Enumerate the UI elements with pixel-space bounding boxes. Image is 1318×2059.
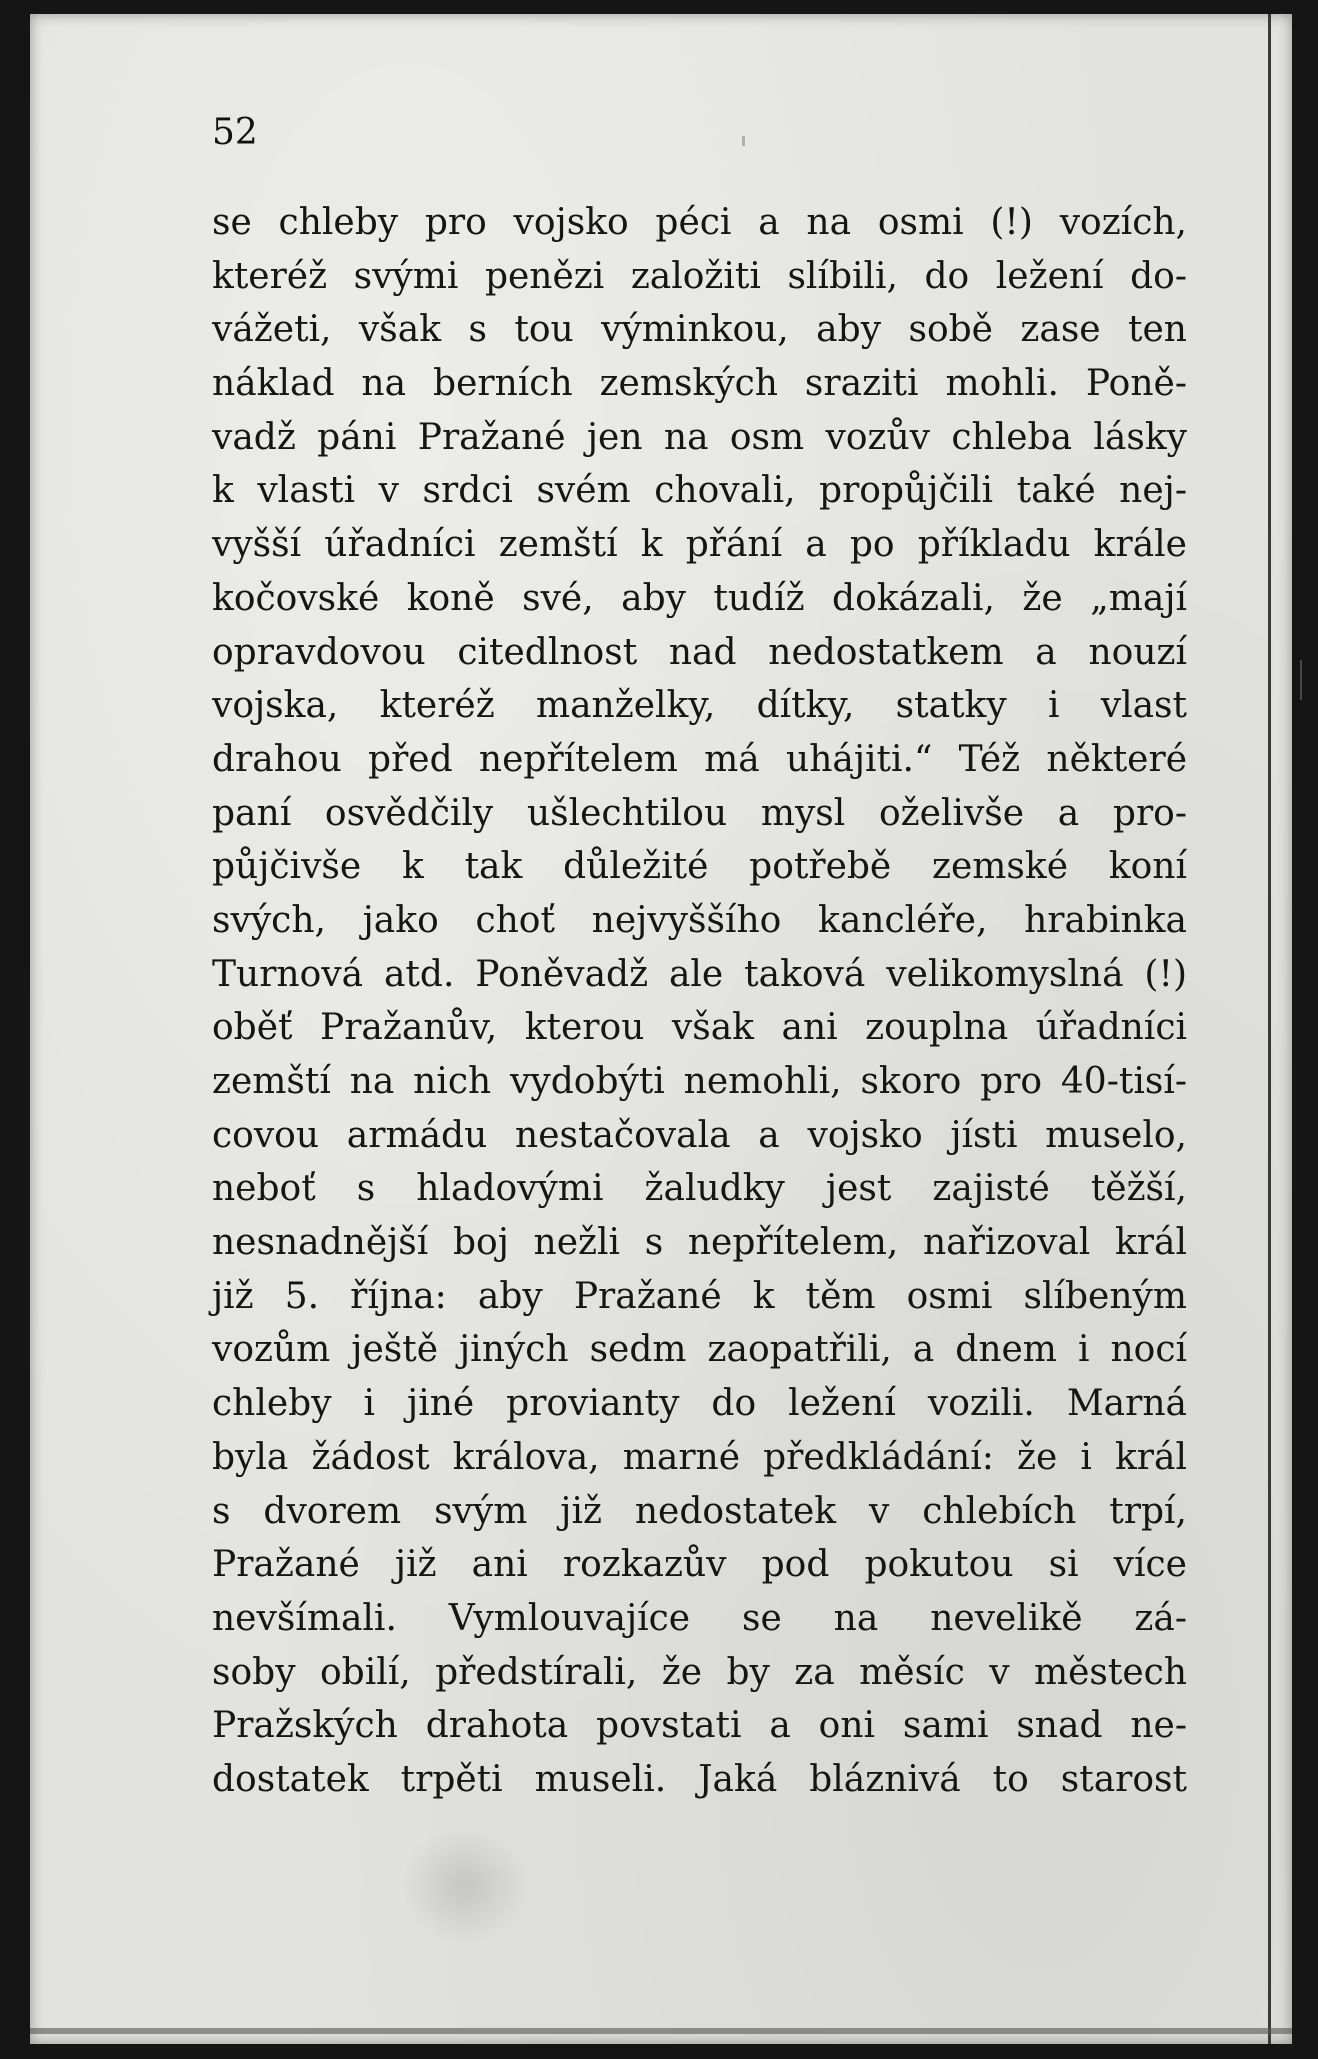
text-line: nevšímali. Vymlouvajíce se na nevelikě zá- — [212, 1597, 1187, 1639]
text-line: opravdovou citedlnost nad nedostatkem a nouzí — [212, 631, 1187, 673]
text-line: Pražských drahota povstati a oni sami snad ne- — [212, 1705, 1187, 1747]
text-line: vojska, kteréž manželky, dítky, statky i vlast — [212, 685, 1187, 727]
text-line: soby obilí, předstírali, že by za měsíc v městech — [212, 1651, 1187, 1693]
text-line: vyšší úřadníci zemští k přání a po příkladu krále — [212, 524, 1187, 566]
page-number: 52 — [212, 112, 258, 153]
text-line: oběť Pražanův, kterou však ani zouplna úřadníci — [212, 1007, 1187, 1049]
text-line: zemští na nich vydobýti nemohli, skoro pro 40-tisí- — [212, 1061, 1187, 1102]
page-bottom-edge — [30, 2028, 1292, 2034]
text-line: již 5. října: aby Pražané k těm osmi slíbeným — [212, 1275, 1187, 1317]
text-line: chleby i jiné provianty do ležení vozili. Marná — [212, 1383, 1187, 1425]
text-line: Pražané již ani rozkazův pod pokutou si více — [212, 1544, 1187, 1586]
text-line: neboť s hladovými žaludky jest zajisté těžší, — [212, 1168, 1187, 1210]
page-edge-line — [1268, 14, 1271, 2044]
text-line: kočovské koně své, aby tudíž dokázali, že „mají — [212, 577, 1187, 619]
text-line: paní osvědčily ušlechtilou mysl oželivše a pro- — [212, 792, 1187, 834]
text-line: se chleby pro vojsko péci a na osmi (!) vozích, — [212, 202, 1187, 243]
scan-speck — [1300, 660, 1302, 700]
text-line: nesnadnější boj nežli s nepřítelem, nařizoval král — [212, 1222, 1187, 1264]
text-line: půjčivše k tak důležité potřebě zemské koní — [212, 846, 1187, 888]
text-line: vadž páni Pražané jen na osm vozův chleba lásky — [212, 416, 1187, 458]
text-line: drahou před nepřítelem má uhájiti.“ Též některé — [212, 738, 1187, 780]
text-line: kteréž svými penězi založiti slíbili, do ležení do- — [212, 255, 1187, 297]
text-line: vozům ještě jiných sedm zaopatřili, a dnem i nocí — [212, 1329, 1187, 1371]
text-line: covou armádu nestačovala a vojsko jísti muselo, — [212, 1114, 1187, 1156]
text-line: s dvorem svým již nedostatek v chlebích trpí, — [212, 1490, 1187, 1532]
scan-speck — [742, 136, 745, 146]
text-line: vážeti, však s tou výminkou, aby sobě zase ten — [212, 309, 1187, 351]
text-line: k vlasti v srdci svém chovali, propůjčili také nej- — [212, 470, 1187, 512]
ink-smudge — [400, 1826, 530, 1946]
body-text — [212, 196, 1187, 1807]
text-line: dostatek trpěti museli. Jaká bláznivá to starost — [212, 1758, 1187, 1800]
text-line: Turnová atd. Poněvadž ale taková velikomyslná (!) — [212, 953, 1187, 995]
text-line: svých, jako choť nejvyššího kancléře, hrabinka — [212, 899, 1187, 941]
text-line: náklad na berních zemských sraziti mohli. Poně- — [212, 363, 1187, 405]
text-line: byla žádost králova, marné předkládání: že i král — [212, 1436, 1187, 1478]
